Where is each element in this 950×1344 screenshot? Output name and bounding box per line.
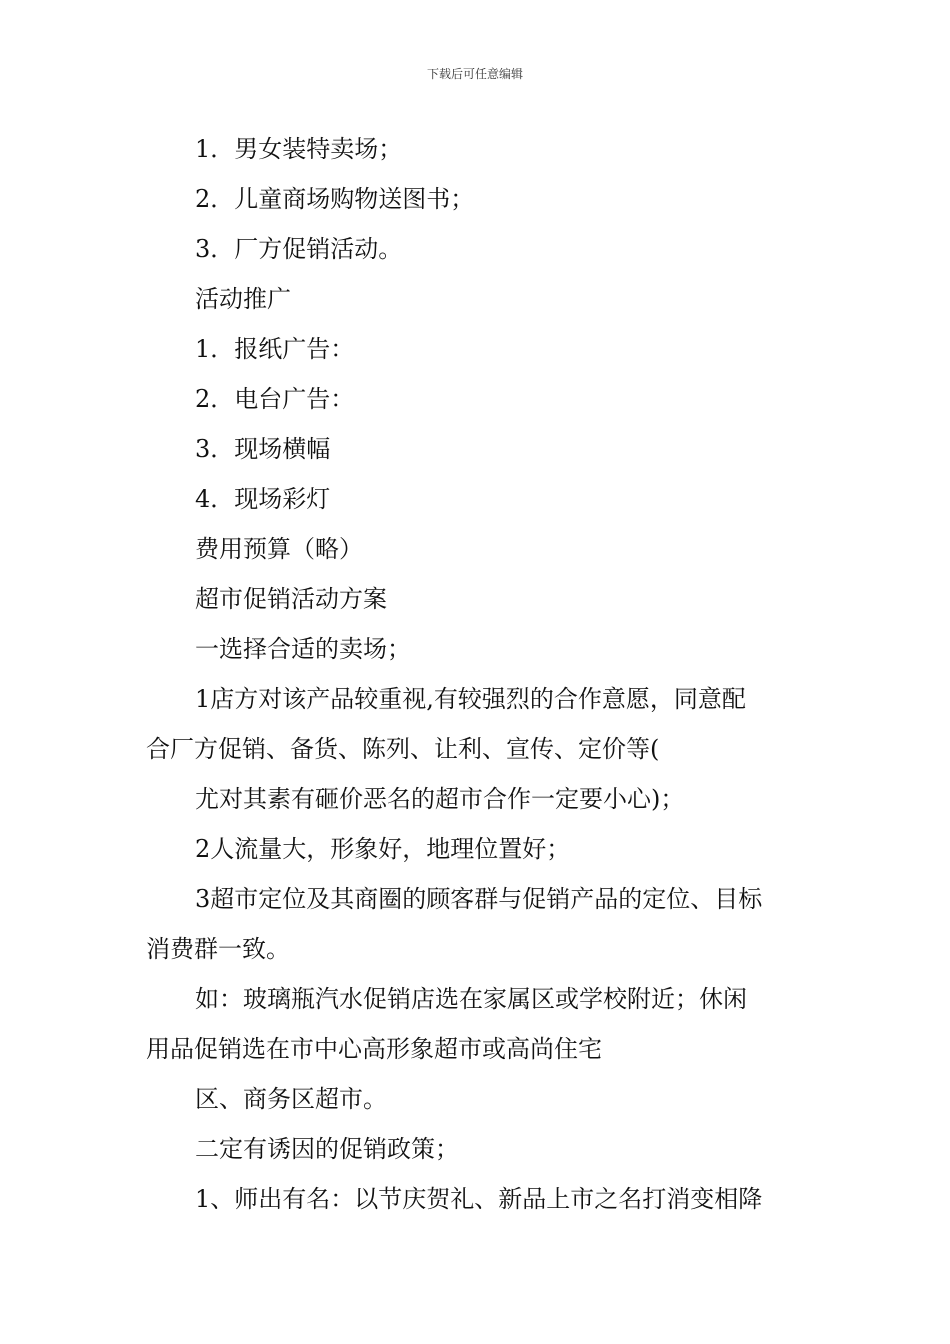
paragraph-line: 2．儿童商场购物送图书； <box>195 185 475 213</box>
paragraph-line: 用品促销选在市中心高形象超市或高尚住宅 <box>146 1035 602 1063</box>
paragraph-line: 2人流量大，形象好，地理位置好； <box>195 835 571 863</box>
paragraph-line: 1．报纸广告： <box>195 335 355 363</box>
paragraph-line: 二定有诱因的促销政策； <box>195 1135 459 1163</box>
paragraph-line: 超市促销活动方案 <box>195 585 387 613</box>
paragraph-line: 尤对其素有砸价恶名的超市合作一定要小心)； <box>195 785 685 813</box>
paragraph-line: 一选择合适的卖场； <box>195 635 411 663</box>
paragraph-line: 消费群一致。 <box>146 935 290 963</box>
document-body <box>146 124 806 1224</box>
paragraph-line: 3．现场横幅 <box>195 435 331 463</box>
paragraph-line: 1．男女装特卖场； <box>195 135 403 163</box>
paragraph-line: 活动推广 <box>195 285 291 313</box>
paragraph-line: 费用预算（略） <box>195 535 363 563</box>
paragraph-line: 1、师出有名：以节庆贺礼、新品上市之名打消变相降 <box>195 1185 763 1213</box>
paragraph-line: 2．电台广告： <box>195 385 355 413</box>
page-header: 下载后可任意编辑 <box>426 67 523 81</box>
paragraph-line: 3．厂方促销活动。 <box>195 235 403 263</box>
paragraph-line: 如：玻璃瓶汽水促销店选在家属区或学校附近；休闲 <box>195 985 747 1013</box>
paragraph-line: 区、商务区超市。 <box>195 1085 387 1113</box>
paragraph-line: 3超市定位及其商圈的顾客群与促销产品的定位、目标 <box>195 885 763 913</box>
paragraph-line: 1店方对该产品较重视,有较强烈的合作意愿，同意配 <box>195 685 746 713</box>
paragraph-line: 4．现场彩灯 <box>195 485 331 513</box>
paragraph-line: 合厂方促销、备货、陈列、让利、宣传、定价等( <box>146 735 660 763</box>
